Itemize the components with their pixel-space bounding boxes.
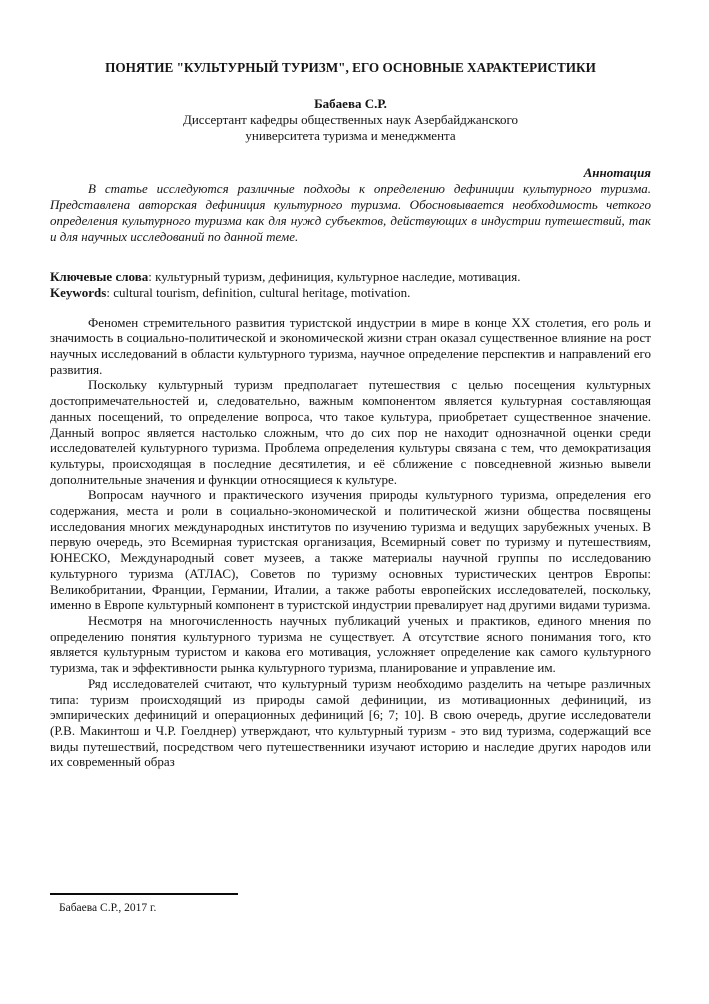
body-paragraph: Поскольку культурный туризм предполагает путешествия с целью посещения культурных достопримечательностей и, следовательно, важным компонентом является культурная составляющая данных посещений, то определение вопроса, что такое культура, приобретает существенное значение. Данный вопрос является настолько сложным, что до сих пор не находит однозначной оценки среди исследователей культурного туризма. Проблема определения культуры связана с тем, что демократизация культуры, происходящая в последние десятилетия, и её сближение с повседневной жизнью вывели дополнительные значения и функции относящиеся к культуре. — [50, 377, 651, 487]
body-paragraph: Несмотря на многочисленность научных публикаций ученых и практиков, единого мнения по определению понятия культурного туризма не существует. А отсутствие ясного понимания того, кто является культурным туристом и какова его мотивация, усложняет определение как самого культурного туризма, так и эффективности рынка культурного туризма, планирование и управление им. — [50, 612, 651, 676]
keywords-en-label: Keywords — [50, 284, 107, 300]
keywords-en-text: : cultural tourism, definition, cultural heritage, motivation. — [106, 284, 411, 300]
abstract-text: В статье исследуются различные подходы к определению дефиниции культурного туризма. Представлена авторская дефиниция культурного туризма. Обосновывается необходимость четкого определения культурного туризма как для нужд субъектов, действующих в индустрии путешествий, так и для научных исследований по данной теме. — [50, 181, 651, 244]
keywords-ru-label: Ключевые слова — [50, 268, 149, 284]
keywords-ru-line — [50, 269, 651, 285]
keywords-en-line — [50, 285, 651, 301]
keywords-ru-text: : культурный туризм, дефиниция, культурное наследие, мотивация. — [148, 268, 521, 284]
body-paragraph: Вопросам научного и практического изучения природы культурного туризма, определения его содержания, места и роли в социально-экономической и политической жизни общества посвящены исследования многих международных институтов по изучению туризма и ведущих зарубежных ученых. В первую очередь, это Всемирная туристская организация, Всемирный совет по туризму и путешествиям, ЮНЕСКО, Международный совет музеев, а также материалы научной группы по исследованию культурного туризма (АТЛАС), Советов по туризму основных туристических центров Европы: Великобритании, Франции, Германии, Италии, а также работы европейских исследователей, поскольку, именно в Европе культурный компонент в туристской индустрии превалирует над другими видами туризма. — [50, 487, 651, 613]
author-affiliation-line-2: университета туризма и менеджмента — [245, 128, 456, 143]
footnote-separator-rule — [50, 893, 238, 895]
abstract-heading: Аннотация — [583, 165, 651, 180]
author-affiliation-line-1: Диссертант кафедры общественных наук Азербайджанского — [182, 112, 519, 127]
keywords-block — [50, 269, 651, 301]
footnote — [50, 893, 370, 915]
body-paragraph: Ряд исследователей считают, что культурный туризм необходимо разделить на четыре различных типа: туризм происходящий из природы самой дефиниции, из мотивационных дефиниций, из эмпирических дефиниций и операционных дефиниций [6; 7; 10]. В свою очередь, другие исследователи (Р.В. Макинтош и Ч.Р. Гоелднер) утверждают, что культурный туризм - это вид туризма, содержащий все виды путешествий, посредством чего путешественники изучают историю и наследие других народов или их современный образ — [50, 675, 651, 770]
page-content — [50, 60, 651, 770]
article-title: ПОНЯТИЕ "КУЛЬТУРНЫЙ ТУРИЗМ", ЕГО ОСНОВНЫЕ ХАРАКТЕРИСТИКИ — [105, 60, 596, 75]
author-name: Бабаева С.Р. — [314, 96, 387, 111]
article-body — [50, 315, 651, 770]
body-paragraph: Феномен стремительного развития туристской индустрии в мире в конце XX столетия, его роль и значимость в социально-политической и экономической жизни стран оказал существенное влияние на рост научных исследований в области культурного туризма, научное определение перспектив и направлений его развития. — [50, 314, 651, 377]
footnote-text: Бабаева С.Р., 2017 г. — [59, 902, 157, 914]
